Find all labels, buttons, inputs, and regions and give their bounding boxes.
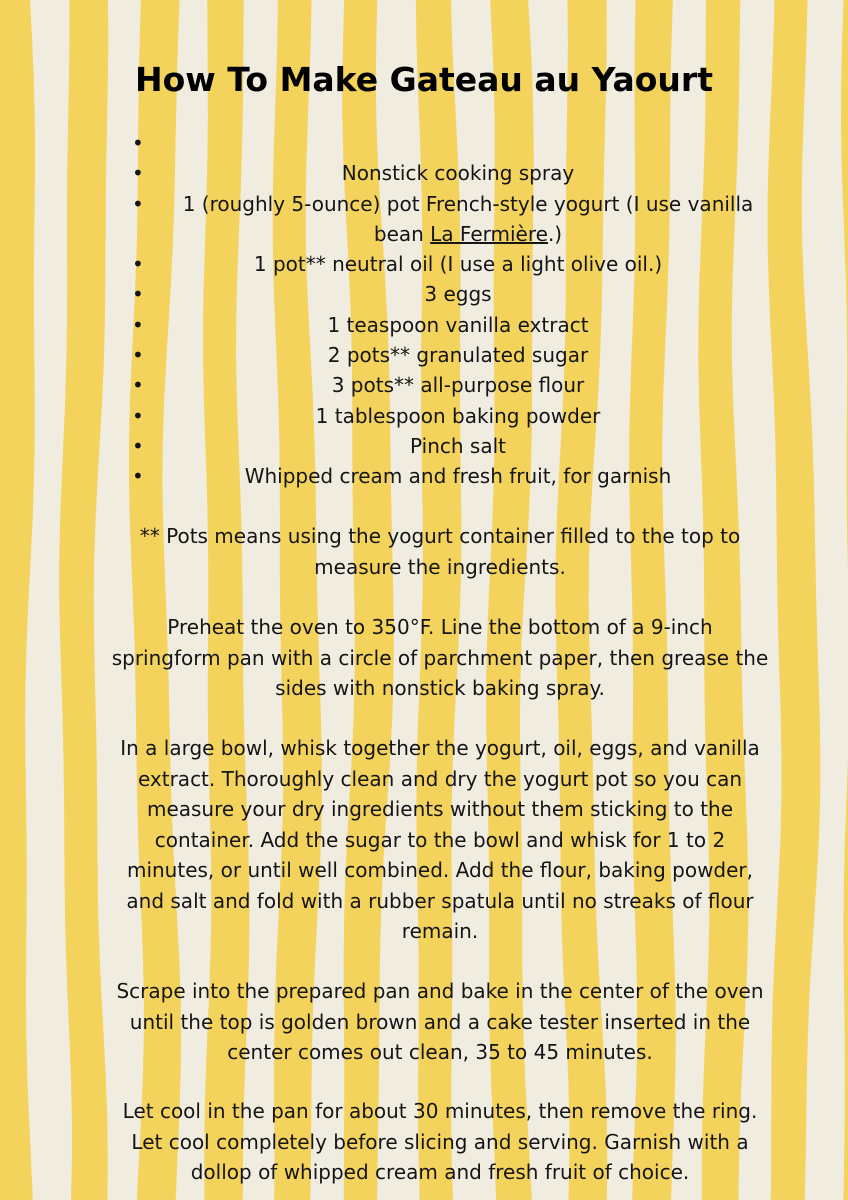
step-paragraph-bake: Scrape into the prepared pan and bake in the center of the oven until the top is golden brown and a cake tester inserted in the center comes out clean, 35 to 45 minutes. bbox=[116, 979, 764, 1064]
list-item: • 2 pots** granulated sugar bbox=[138, 340, 778, 370]
bullet-icon: • bbox=[132, 312, 144, 337]
pots-note: ** Pots means using the yogurt container filled to the top to measure the ingredients. bbox=[139, 524, 741, 579]
list-item: • Nonstick cooking spray bbox=[138, 158, 778, 188]
la-fermiere-link[interactable]: La Fermière bbox=[430, 221, 548, 246]
stripe bbox=[0, 0, 35, 1200]
stripe bbox=[841, 0, 848, 1200]
bullet-icon: • bbox=[132, 282, 144, 307]
step-paragraph-preheat: Preheat the oven to 350°F. Line the bottom of a 9-inch springform pan with a circle of parchment paper, then grease the sides with nonstick baking spray. bbox=[111, 615, 769, 700]
bullet-icon: • bbox=[132, 191, 144, 216]
bullet-icon: • bbox=[132, 131, 144, 155]
list-item bbox=[132, 128, 778, 158]
page-title: How To Make Gateau au Yaourt bbox=[135, 60, 713, 100]
bullet-icon: • bbox=[132, 433, 144, 458]
list-item: • Pinch salt bbox=[138, 431, 778, 461]
bullet-icon: • bbox=[132, 403, 144, 428]
bullet-icon: • bbox=[132, 343, 144, 368]
list-item: • 3 eggs bbox=[138, 279, 778, 309]
bullet-icon: • bbox=[132, 464, 144, 489]
list-item: • 3 pots** all-purpose flour bbox=[138, 370, 778, 400]
ingredient-list bbox=[132, 128, 778, 492]
step-paragraph-mix: In a large bowl, whisk together the yogurt, oil, eggs, and vanilla extract. Thoroughly clean and dry the yogurt pot so you can measure your dry ingredients without them sticking to the container. Add the sugar to the bowl and whisk for 1 to 2 minutes, or until well combined. Add the flour, baking powder, and salt and fold with a rubber spatula until no streaks of flour remain. bbox=[120, 736, 760, 943]
list-item: • 1 pot** neutral oil (I use a light olive oil.) bbox=[138, 249, 778, 279]
list-item: • 1 teaspoon vanilla extract bbox=[138, 310, 778, 340]
bullet-icon: • bbox=[132, 373, 144, 398]
stripe bbox=[59, 0, 108, 1200]
bullet-icon: • bbox=[132, 252, 144, 277]
list-item: • Whipped cream and fresh fruit, for garnish bbox=[138, 461, 778, 491]
list-item: • 1 tablespoon baking powder bbox=[138, 401, 778, 431]
list-item: • 1 (roughly 5-ounce) pot French-style yogurt (I use vanilla bean La Fermière.) bbox=[138, 189, 778, 250]
bullet-icon: • bbox=[132, 161, 144, 186]
step-paragraph-cool: Let cool in the pan for about 30 minutes, then remove the ring. Let cool completely before slicing and serving. Garnish with a dollop of whipped cream and fresh fruit of choice. bbox=[122, 1099, 758, 1184]
